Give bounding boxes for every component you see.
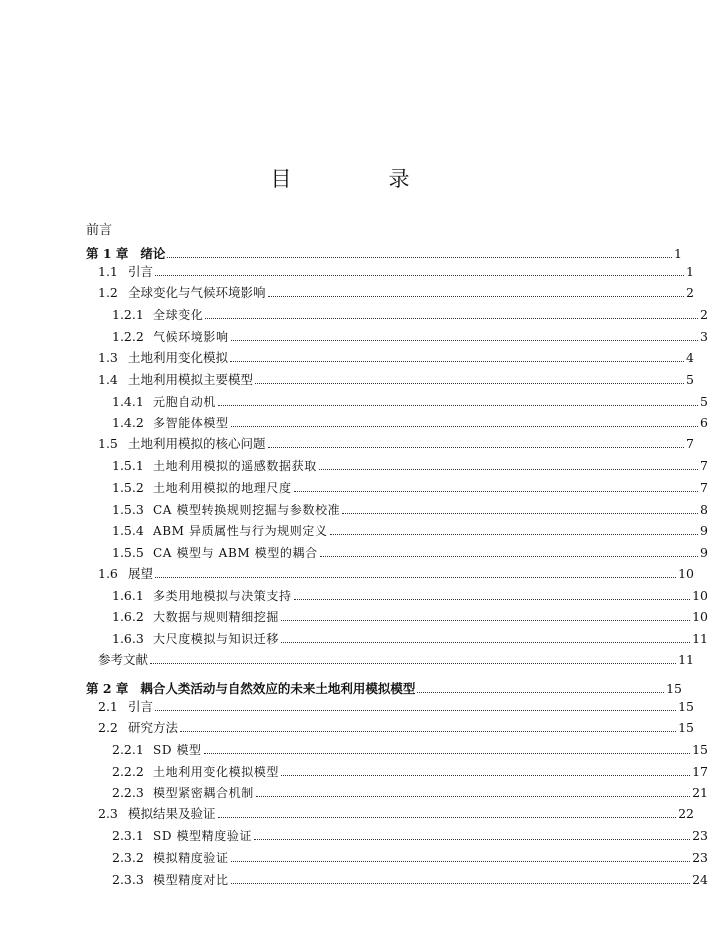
toc-entry-number: 1.2.2 (112, 329, 144, 344)
toc-entry-title: 元胞自动机 (153, 395, 217, 409)
toc-entry-number: 1.4.2 (112, 415, 144, 430)
page-title: 目 录 (270, 167, 448, 191)
toc-page-number: 8 (700, 502, 708, 517)
toc-page-number: 9 (700, 545, 708, 560)
toc-page-number: 2 (700, 307, 708, 322)
toc-entry[interactable] (0, 783, 708, 801)
toc-page-number: 5 (686, 372, 694, 387)
toc-dot-leader (281, 642, 690, 643)
toc-dot-leader (155, 577, 676, 578)
toc-chapter-entry[interactable] (0, 679, 682, 697)
toc-entry-number: 1.4 (98, 372, 118, 387)
toc-entry-number: 2.3.3 (112, 872, 144, 887)
toc-entry-number: 1.2.1 (112, 307, 144, 322)
toc-entry-number: 1.5.5 (112, 545, 144, 560)
toc-entry-title: 土地利用模拟的遥感数据获取 (153, 459, 317, 473)
toc-entry-title: 引言 (128, 699, 154, 714)
toc-entry[interactable] (0, 434, 694, 452)
toc-entry-title: 土地利用模拟主要模型 (128, 372, 254, 387)
toc-entry-title: 研究方法 (128, 720, 179, 735)
toc-dot-leader (254, 839, 690, 840)
toc-entry[interactable] (0, 348, 694, 366)
toc-entry-title: 多类用地模拟与决策支持 (153, 589, 292, 603)
toc-entry-title: 土地利用模拟的核心问题 (128, 436, 266, 451)
toc-entry-title: 引言 (128, 264, 154, 279)
toc-entry-number: 1.5 (98, 436, 118, 451)
toc-dot-leader (255, 383, 684, 384)
toc-dot-leader (180, 731, 676, 732)
toc-entry-title: 展望 (128, 566, 154, 581)
toc-dot-leader (218, 405, 698, 406)
toc-page-number: 2 (686, 285, 694, 300)
toc-dot-leader (205, 318, 698, 319)
toc-entry[interactable] (0, 521, 708, 539)
toc-page-number: 21 (692, 785, 708, 800)
toc-page-number: 3 (700, 329, 708, 344)
toc-page-number: 6 (700, 415, 708, 430)
toc-entry[interactable] (0, 564, 694, 582)
toc-entry-title: 绪论 (140, 246, 166, 261)
toc-entry[interactable] (0, 762, 708, 780)
toc-dot-leader (320, 556, 698, 557)
toc-dot-leader (231, 883, 690, 884)
toc-page-number: 15 (666, 681, 682, 696)
toc-dot-leader (319, 469, 698, 470)
toc-page-number: 23 (692, 828, 708, 843)
toc-entry-number: 1.1 (98, 264, 118, 279)
toc-entry-title: 模拟精度验证 (153, 851, 229, 865)
toc-page-number: 10 (678, 566, 694, 581)
toc-entry-title: 模拟结果及验证 (128, 806, 216, 821)
toc-page-number: 11 (678, 652, 694, 667)
toc-entry-title: ABM 异质属性与行为规则定义 (153, 524, 328, 538)
toc-entry[interactable] (0, 586, 708, 604)
toc-dot-leader (150, 663, 676, 664)
toc-entry-number: 1.3 (98, 350, 118, 365)
toc-entry-title: 多智能体模型 (153, 416, 229, 430)
toc-dot-leader (268, 296, 685, 297)
toc-entry-number: 1.5.4 (112, 523, 144, 538)
toc-page-number: 1 (674, 246, 682, 261)
toc-entry-title: 模型紧密耦合机制 (153, 786, 254, 800)
toc-entry-title: 模型精度对比 (153, 873, 229, 887)
toc-dot-leader (204, 753, 690, 754)
toc-page-number: 10 (692, 588, 708, 603)
toc-entry-number: 2.2.1 (112, 742, 144, 757)
toc-entry-title: 气候环境影响 (153, 330, 229, 344)
toc-entry-title: 耦合人类活动与自然效应的未来土地利用模拟模型 (140, 681, 416, 696)
toc-dot-leader (155, 275, 684, 276)
toc-dot-leader (342, 513, 698, 514)
toc-dot-leader (155, 710, 676, 711)
toc-entry[interactable] (0, 413, 708, 431)
toc-entry[interactable] (0, 826, 708, 844)
toc-entry-number: 1.5.3 (112, 502, 144, 517)
toc-entry[interactable] (0, 262, 694, 280)
toc-entry-number: 2.2.2 (112, 764, 144, 779)
toc-entry-title: SD 模型精度验证 (153, 829, 253, 843)
toc-dot-leader (294, 599, 690, 600)
toc-entry-number: 1.2 (98, 285, 118, 300)
toc-entry[interactable] (0, 718, 694, 736)
toc-dot-leader (417, 692, 664, 693)
toc-page-number: 15 (678, 699, 694, 714)
toc-entry-number: 1.6.3 (112, 631, 144, 646)
toc-entry-title: 土地利用模拟的地理尺度 (153, 481, 292, 495)
toc-entry-number: 1.5.1 (112, 458, 144, 473)
toc-entry-title: 土地利用变化模拟模型 (153, 765, 280, 779)
toc-page-number: 22 (678, 806, 694, 821)
toc-entry[interactable] (0, 327, 708, 345)
toc-entry[interactable] (0, 456, 708, 474)
toc-entry[interactable] (0, 697, 694, 715)
toc-entry-title: 全球变化与气候环境影响 (128, 285, 266, 300)
toc-entry-number: 2.3.2 (112, 850, 144, 865)
toc-entry-title: 大尺度模拟与知识迁移 (153, 632, 280, 646)
toc-entry[interactable] (0, 283, 694, 301)
toc-entry[interactable] (0, 629, 708, 647)
toc-entry-title: CA 模型与 ABM 模型的耦合 (153, 546, 318, 560)
toc-entry[interactable] (0, 543, 708, 561)
toc-page-number: 7 (686, 436, 694, 451)
toc-entry-number: 2.2.3 (112, 785, 144, 800)
toc-dot-leader (230, 361, 684, 362)
toc-chapter-entry[interactable] (0, 244, 682, 262)
toc-dot-leader (294, 491, 698, 492)
toc-entry-number: 第 2 章 (86, 681, 129, 696)
toc-entry-number: 1.5.2 (112, 480, 144, 495)
toc-entry[interactable] (0, 740, 708, 758)
toc-entry[interactable] (0, 607, 708, 625)
toc-page-number: 5 (700, 394, 708, 409)
toc-page-number: 11 (692, 631, 708, 646)
toc-entry[interactable] (0, 392, 708, 410)
toc-entry[interactable] (0, 478, 708, 496)
toc-entry-title: 全球变化 (153, 308, 204, 322)
toc-preface: 前言 (86, 223, 113, 238)
toc-page-number: 9 (700, 523, 708, 538)
toc-page-number: 7 (700, 480, 708, 495)
toc-entry-title: 大数据与规则精细挖掘 (153, 610, 280, 624)
toc-entry-number: 1.6.2 (112, 609, 144, 624)
toc-page-number: 7 (700, 458, 708, 473)
toc-dot-leader (281, 620, 690, 621)
toc-entry[interactable] (0, 870, 708, 888)
toc-entry-number: 2.3 (98, 806, 118, 821)
toc-dot-leader (218, 817, 677, 818)
toc-dot-leader (167, 257, 672, 258)
toc-entry-number: 1.6 (98, 566, 118, 581)
toc-entry[interactable] (0, 370, 694, 388)
toc-page-number: 24 (692, 872, 708, 887)
toc-page-number: 23 (692, 850, 708, 865)
toc-page-number: 15 (692, 742, 708, 757)
toc-dot-leader (281, 775, 690, 776)
toc-entry[interactable] (0, 848, 708, 866)
toc-entry-number: 1.4.1 (112, 394, 144, 409)
toc-entry-number: 2.1 (98, 699, 118, 714)
toc-entry-number: 2.3.1 (112, 828, 144, 843)
toc-entry-title: CA 模型转换规则挖掘与参数校准 (153, 503, 341, 517)
toc-entry-title: 土地利用变化模拟 (128, 350, 229, 365)
toc-entry[interactable] (0, 804, 694, 822)
toc-page-number: 10 (692, 609, 708, 624)
toc-dot-leader (268, 447, 685, 448)
toc-dot-leader (256, 796, 690, 797)
toc-page-number: 4 (686, 350, 694, 365)
toc-dot-leader (231, 861, 690, 862)
toc-page-number: 1 (686, 264, 694, 279)
toc-entry-number: 第 1 章 (86, 246, 129, 261)
toc-dot-leader (231, 340, 698, 341)
toc-entry[interactable] (0, 500, 708, 518)
toc-entry-title: SD 模型 (153, 743, 202, 757)
toc-entry-number: 2.2 (98, 720, 118, 735)
toc-page-number: 15 (678, 720, 694, 735)
toc-references-entry[interactable] (0, 650, 694, 668)
toc-page-number: 17 (692, 764, 708, 779)
toc-entry-number: 1.6.1 (112, 588, 144, 603)
toc-entry-title: 参考文献 (98, 652, 149, 667)
toc-dot-leader (330, 534, 698, 535)
toc-entry[interactable] (0, 305, 708, 323)
toc-dot-leader (231, 426, 698, 427)
